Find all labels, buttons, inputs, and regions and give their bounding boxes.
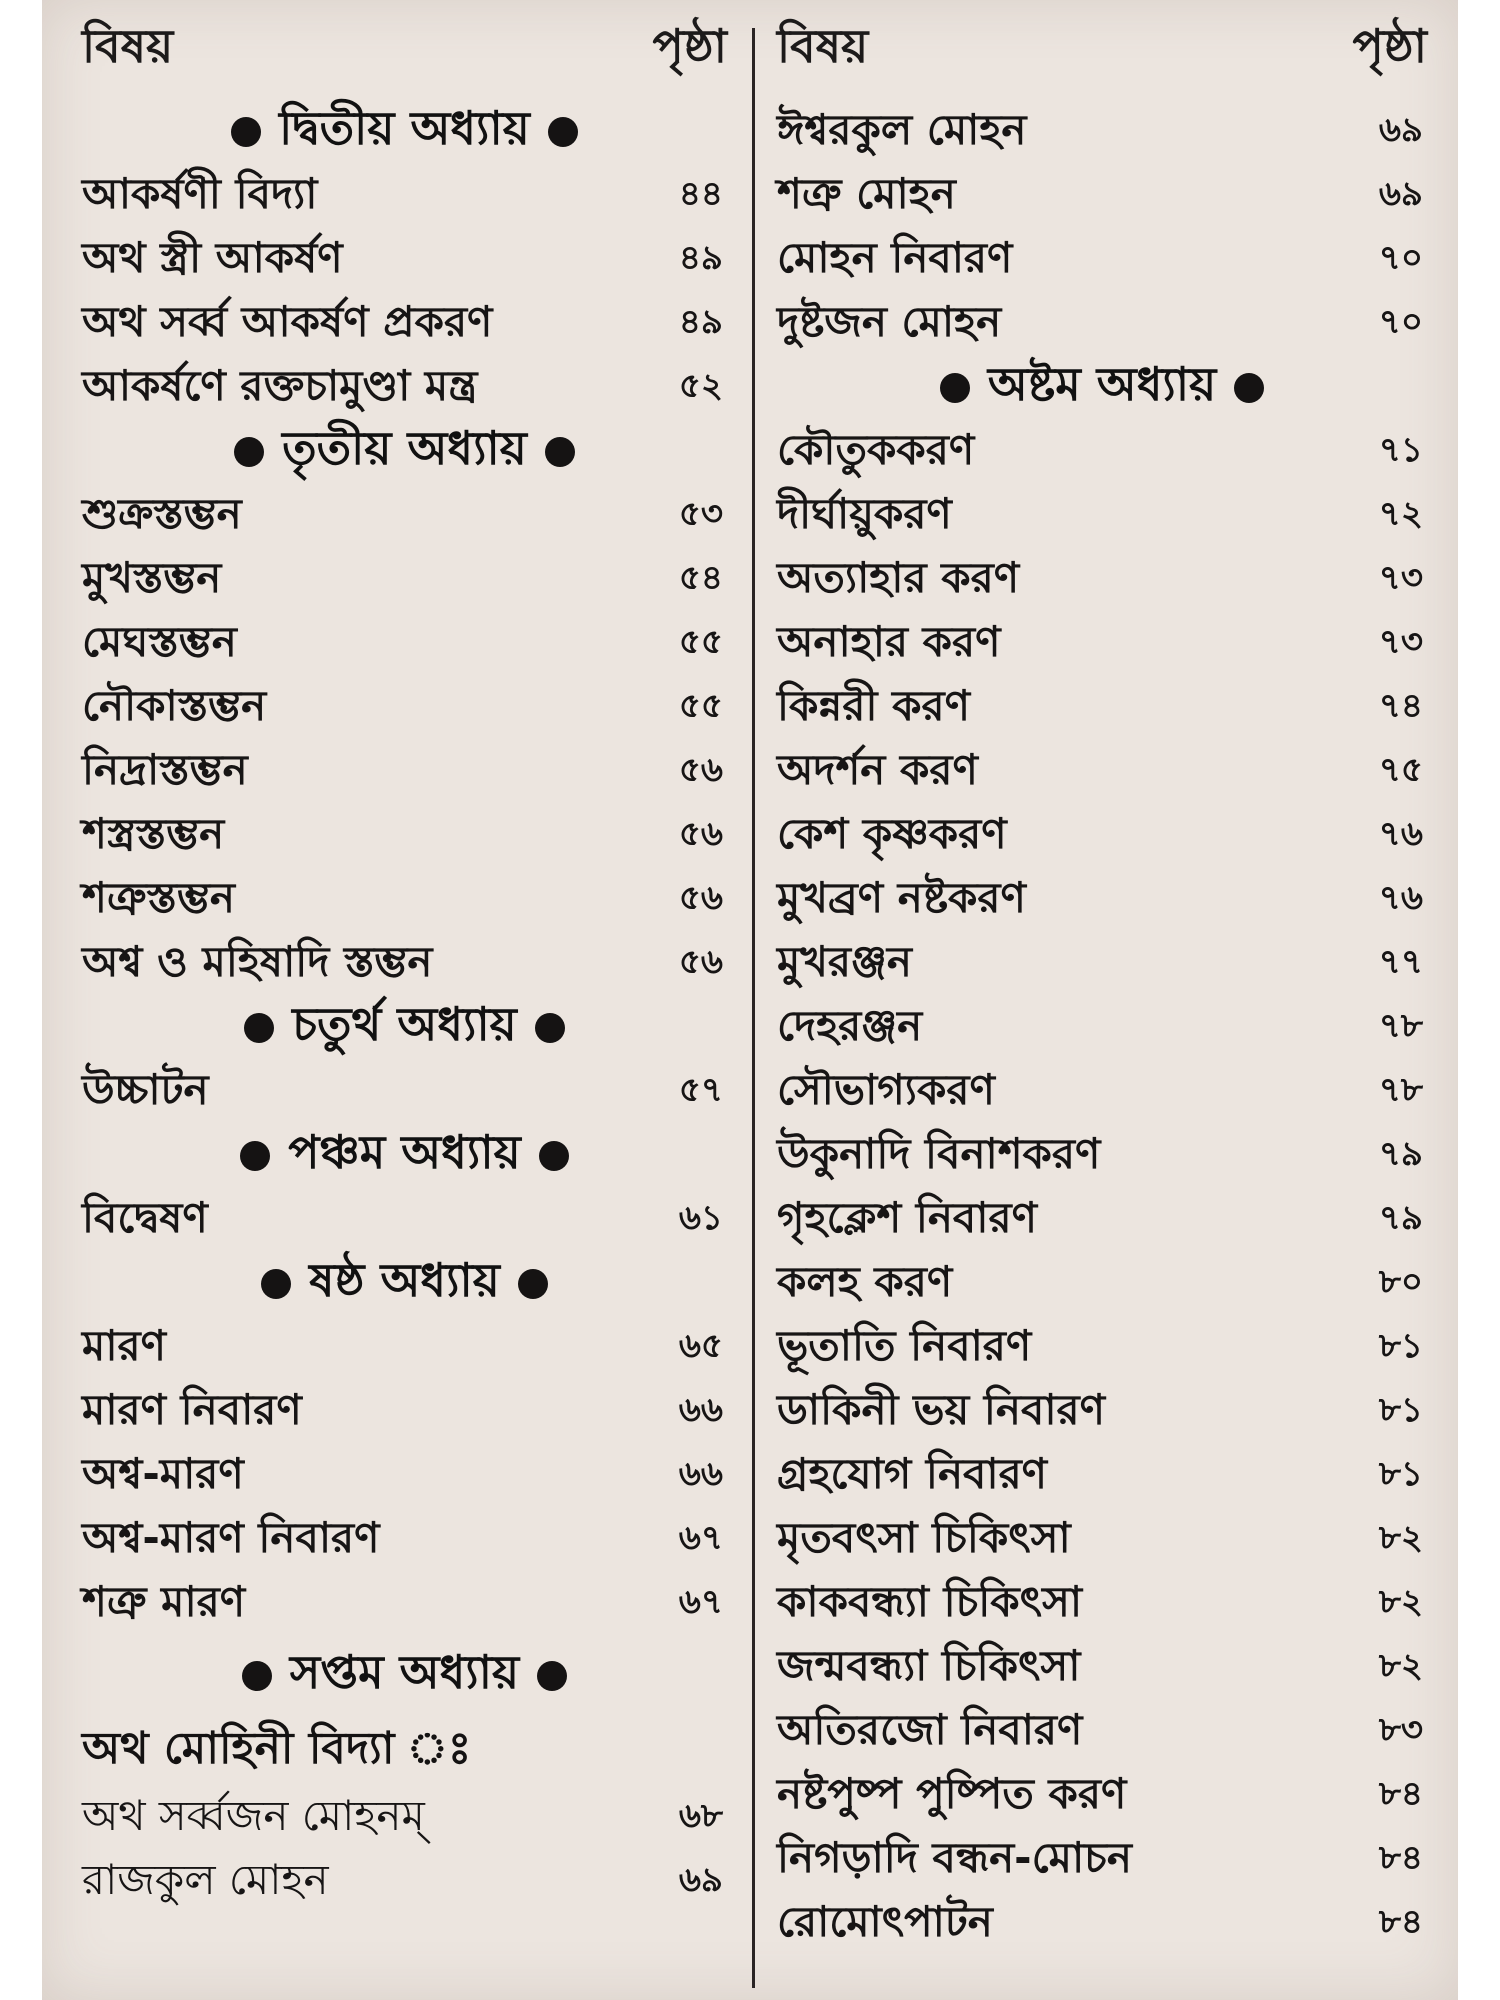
toc-entry bbox=[82, 1572, 727, 1636]
entry-page-number: ৭৫ bbox=[1378, 749, 1423, 790]
entry-page-number: ৮৪ bbox=[1378, 1773, 1423, 1814]
chapter-heading bbox=[82, 420, 727, 484]
entry-page-number: ৮২ bbox=[1378, 1645, 1423, 1686]
toc-entry bbox=[82, 1444, 727, 1508]
entry-title: শত্রু মারণ bbox=[82, 1576, 246, 1626]
left-column bbox=[82, 0, 727, 1914]
chapter-title: ষষ্ঠ অধ্যায় bbox=[309, 1253, 500, 1307]
entry-page-number: ৫৬ bbox=[678, 749, 723, 790]
entry-page-number: ৭০ bbox=[1378, 237, 1423, 278]
entry-title: ভূতাতি নিবারণ bbox=[777, 1320, 1032, 1370]
subject-header: বিষয় bbox=[82, 19, 174, 73]
entry-title: কেশ কৃষ্ণকরণ bbox=[777, 808, 1007, 858]
entry-title: সৌভাগ্যকরণ bbox=[777, 1064, 995, 1114]
entry-title: রাজকুল মোহন bbox=[82, 1854, 329, 1904]
bullet-dot-icon bbox=[537, 1661, 567, 1691]
toc-entry bbox=[777, 996, 1427, 1060]
chapter-heading bbox=[777, 356, 1427, 420]
entry-page-number: ৬৫ bbox=[678, 1325, 723, 1366]
toc-entry bbox=[82, 1850, 727, 1914]
entry-page-number: ৪৯ bbox=[678, 301, 723, 342]
entry-title: দীর্ঘায়ুকরণ bbox=[777, 488, 952, 538]
toc-entry bbox=[777, 1124, 1427, 1188]
entry-page-number: ৮৩ bbox=[1378, 1709, 1423, 1750]
toc-entry bbox=[82, 1508, 727, 1572]
entry-title: মারণ নিবারণ bbox=[82, 1384, 302, 1434]
entry-title: আকর্ষণী বিদ্যা bbox=[82, 168, 318, 218]
book-page bbox=[42, 0, 1458, 2000]
entry-page-number: ৫২ bbox=[678, 365, 723, 406]
entry-title: ঈশ্বরকুল মোহন bbox=[777, 104, 1027, 154]
right-toc-list bbox=[777, 100, 1427, 1956]
toc-entry bbox=[82, 1380, 727, 1444]
entry-page-number: ৭৯ bbox=[1378, 1133, 1423, 1174]
chapter-heading bbox=[82, 1252, 727, 1316]
entry-page-number: ৪৪ bbox=[678, 173, 723, 214]
toc-entry bbox=[777, 1572, 1427, 1636]
bullet-dot-icon bbox=[242, 1661, 272, 1691]
toc-entry bbox=[82, 868, 727, 932]
entry-page-number: ৮০ bbox=[1378, 1261, 1423, 1302]
chapter-title: দ্বিতীয় অধ্যায় bbox=[279, 101, 530, 155]
entry-title: কৌতুককরণ bbox=[777, 424, 975, 474]
entry-page-number: ৫৬ bbox=[678, 813, 723, 854]
toc-entry bbox=[777, 100, 1427, 164]
chapter-title: অষ্টম অধ্যায় bbox=[987, 357, 1217, 411]
right-column bbox=[777, 0, 1427, 1956]
entry-page-number: ৫৩ bbox=[678, 493, 723, 534]
entry-title: নৌকাস্তম্ভন bbox=[82, 680, 267, 730]
entry-title: মারণ bbox=[82, 1320, 167, 1370]
bullet-dot-icon bbox=[234, 437, 264, 467]
entry-title: রোমোৎপাটন bbox=[777, 1896, 993, 1946]
entry-title: শত্রুস্তম্ভন bbox=[82, 872, 235, 922]
toc-entry bbox=[777, 1380, 1427, 1444]
entry-page-number: ৭৬ bbox=[1378, 813, 1423, 854]
chapter-heading bbox=[82, 100, 727, 164]
toc-entry bbox=[777, 1060, 1427, 1124]
toc-entry bbox=[777, 740, 1427, 804]
toc-entry bbox=[82, 548, 727, 612]
toc-entry bbox=[777, 420, 1427, 484]
section-subheading bbox=[82, 1716, 727, 1786]
toc-entry bbox=[777, 1252, 1427, 1316]
entry-title: নষ্টপুষ্প পুষ্পিত করণ bbox=[777, 1768, 1127, 1818]
toc-entry bbox=[777, 932, 1427, 996]
column-divider bbox=[752, 28, 755, 1988]
toc-entry bbox=[777, 676, 1427, 740]
entry-page-number: ৭২ bbox=[1378, 493, 1423, 534]
toc-entry bbox=[82, 932, 727, 996]
entry-page-number: ৫৭ bbox=[678, 1069, 723, 1110]
subject-header: বিষয় bbox=[777, 19, 869, 73]
entry-page-number: ৫৫ bbox=[678, 621, 723, 662]
toc-entry bbox=[82, 228, 727, 292]
entry-page-number: ৪৯ bbox=[678, 237, 723, 278]
entry-page-number: ৬১ bbox=[678, 1197, 723, 1238]
entry-page-number: ৭৮ bbox=[1378, 1069, 1423, 1110]
entry-title: শত্রু মোহন bbox=[777, 168, 956, 218]
entry-page-number: ৭৪ bbox=[1378, 685, 1423, 726]
entry-title: দেহরঞ্জন bbox=[777, 1000, 923, 1050]
entry-title: মুখস্তম্ভন bbox=[82, 552, 222, 602]
entry-title: অথ স্ত্রী আকর্ষণ bbox=[82, 232, 343, 282]
toc-entry bbox=[82, 1316, 727, 1380]
entry-page-number: ৮১ bbox=[1378, 1453, 1423, 1494]
entry-title: জন্মবন্ধ্যা চিকিৎসা bbox=[777, 1640, 1081, 1690]
entry-title: অশ্ব-মারণ bbox=[82, 1448, 244, 1498]
entry-title: শস্ত্রস্তম্ভন bbox=[82, 808, 225, 858]
entry-page-number: ৮১ bbox=[1378, 1389, 1423, 1430]
toc-entry bbox=[82, 292, 727, 356]
toc-entry bbox=[777, 548, 1427, 612]
entry-page-number: ৭৮ bbox=[1378, 1005, 1423, 1046]
entry-page-number: ৭১ bbox=[1378, 429, 1423, 470]
entry-title: অনাহার করণ bbox=[777, 616, 1001, 666]
bullet-dot-icon bbox=[940, 373, 970, 403]
toc-entry bbox=[777, 292, 1427, 356]
entry-page-number: ৬৯ bbox=[1378, 109, 1423, 150]
entry-title: উকুনাদি বিনাশকরণ bbox=[777, 1128, 1101, 1178]
toc-entry bbox=[82, 740, 727, 804]
entry-page-number: ৭৭ bbox=[1378, 941, 1423, 982]
entry-page-number: ৬৭ bbox=[678, 1581, 723, 1622]
entry-title: শুক্রস্তম্ভন bbox=[82, 488, 242, 538]
toc-entry bbox=[777, 1508, 1427, 1572]
entry-page-number: ৬৬ bbox=[678, 1453, 723, 1494]
entry-title: নিগড়াদি বন্ধন-মোচন bbox=[777, 1832, 1132, 1882]
chapter-heading bbox=[82, 1636, 727, 1716]
toc-entry bbox=[777, 484, 1427, 548]
entry-page-number: ৭৯ bbox=[1378, 1197, 1423, 1238]
toc-entry bbox=[777, 164, 1427, 228]
entry-page-number: ৬৭ bbox=[678, 1517, 723, 1558]
toc-entry bbox=[777, 1892, 1427, 1956]
entry-page-number: ৫৫ bbox=[678, 685, 723, 726]
left-toc-list bbox=[82, 100, 727, 1914]
entry-title: দুষ্টজন মোহন bbox=[777, 296, 1002, 346]
entry-title: নিদ্রাস্তম্ভন bbox=[82, 744, 248, 794]
toc-entry bbox=[82, 1060, 727, 1124]
entry-title: গৃহক্লেশ নিবারণ bbox=[777, 1192, 1037, 1242]
entry-title: অদর্শন করণ bbox=[777, 744, 978, 794]
toc-entry bbox=[777, 1316, 1427, 1380]
entry-page-number: ৫৬ bbox=[678, 941, 723, 982]
chapter-title: তৃতীয় অধ্যায় bbox=[282, 421, 527, 475]
entry-title: মৃতবৎসা চিকিৎসা bbox=[777, 1512, 1071, 1562]
toc-entry bbox=[777, 228, 1427, 292]
entry-title: অতিরজো নিবারণ bbox=[777, 1704, 1083, 1754]
chapter-title: সপ্তম অধ্যায় bbox=[289, 1645, 520, 1699]
entry-page-number: ৮২ bbox=[1378, 1517, 1423, 1558]
entry-page-number: ৬৮ bbox=[678, 1795, 723, 1836]
entry-title: মোহন নিবারণ bbox=[777, 232, 1013, 282]
entry-title: কাকবন্ধ্যা চিকিৎসা bbox=[777, 1576, 1083, 1626]
entry-page-number: ৫৪ bbox=[678, 557, 723, 598]
bullet-dot-icon bbox=[535, 1013, 565, 1043]
chapter-heading bbox=[82, 996, 727, 1060]
entry-title: অত্যাহার করণ bbox=[777, 552, 1020, 602]
toc-entry bbox=[82, 1786, 727, 1850]
toc-entry bbox=[777, 1444, 1427, 1508]
entry-title: ডাকিনী ভয় নিবারণ bbox=[777, 1384, 1105, 1434]
bullet-dot-icon bbox=[244, 1013, 274, 1043]
entry-title: মুখব্রণ নষ্টকরণ bbox=[777, 872, 1026, 922]
toc-entry bbox=[777, 1636, 1427, 1700]
entry-title: গ্রহযোগ নিবারণ bbox=[777, 1448, 1048, 1498]
entry-page-number: ৮৪ bbox=[1378, 1837, 1423, 1878]
bullet-dot-icon bbox=[545, 437, 575, 467]
bullet-dot-icon bbox=[539, 1141, 569, 1171]
toc-entry bbox=[82, 612, 727, 676]
entry-title: অশ্ব ও মহিষাদি স্তম্ভন bbox=[82, 936, 433, 986]
toc-entry bbox=[777, 1764, 1427, 1828]
entry-title: মেঘস্তম্ভন bbox=[82, 616, 237, 666]
toc-entry bbox=[82, 164, 727, 228]
chapter-heading bbox=[82, 1124, 727, 1188]
entry-page-number: ৬৯ bbox=[678, 1859, 723, 1900]
toc-entry bbox=[82, 1188, 727, 1252]
entry-page-number: ৬৬ bbox=[678, 1389, 723, 1430]
page-header: পৃষ্ঠা bbox=[652, 19, 727, 73]
bullet-dot-icon bbox=[240, 1141, 270, 1171]
entry-page-number: ৭৩ bbox=[1378, 621, 1423, 662]
toc-entry bbox=[82, 804, 727, 868]
entry-title: কিন্নরী করণ bbox=[777, 680, 970, 730]
entry-page-number: ৭০ bbox=[1378, 301, 1423, 342]
bullet-dot-icon bbox=[548, 117, 578, 147]
entry-title: অথ সর্ব্ব আকর্ষণ প্রকরণ bbox=[82, 296, 493, 346]
entry-title: মুখরঞ্জন bbox=[777, 936, 912, 986]
entry-page-number: ৮১ bbox=[1378, 1325, 1423, 1366]
entry-title: উচ্চাটন bbox=[82, 1064, 209, 1114]
left-column-header bbox=[82, 0, 727, 100]
bullet-dot-icon bbox=[518, 1269, 548, 1299]
chapter-title: চতুর্থ অধ্যায় bbox=[292, 997, 517, 1051]
entry-page-number: ৭৬ bbox=[1378, 877, 1423, 918]
bullet-dot-icon bbox=[261, 1269, 291, 1299]
entry-page-number: ৮৪ bbox=[1378, 1901, 1423, 1942]
toc-entry bbox=[777, 1828, 1427, 1892]
entry-title: অশ্ব-মারণ নিবারণ bbox=[82, 1512, 380, 1562]
entry-page-number: ৭৩ bbox=[1378, 557, 1423, 598]
right-column-header bbox=[777, 0, 1427, 100]
entry-page-number: ৮২ bbox=[1378, 1581, 1423, 1622]
entry-title: আকর্ষণে রক্তচামুণ্ডা মন্ত্র bbox=[82, 360, 478, 410]
toc-entry bbox=[777, 804, 1427, 868]
toc-entry bbox=[82, 356, 727, 420]
toc-entry bbox=[82, 676, 727, 740]
toc-entry bbox=[82, 484, 727, 548]
bullet-dot-icon bbox=[231, 117, 261, 147]
toc-entry bbox=[777, 868, 1427, 932]
entry-title: অথ সর্ব্বজন মোহনম্ bbox=[82, 1790, 425, 1840]
entry-title: বিদ্বেষণ bbox=[82, 1192, 208, 1242]
bullet-dot-icon bbox=[1234, 373, 1264, 403]
entry-page-number: ৫৬ bbox=[678, 877, 723, 918]
entry-title: কলহ করণ bbox=[777, 1256, 953, 1306]
page-header: পৃষ্ঠা bbox=[1352, 19, 1427, 73]
toc-entry bbox=[777, 612, 1427, 676]
chapter-title: পঞ্চম অধ্যায় bbox=[288, 1125, 521, 1179]
subheading-text: অথ মোহিনী বিদ্যা ঃ bbox=[82, 1722, 472, 1774]
entry-page-number: ৬৯ bbox=[1378, 173, 1423, 214]
toc-entry bbox=[777, 1700, 1427, 1764]
toc-entry bbox=[777, 1188, 1427, 1252]
